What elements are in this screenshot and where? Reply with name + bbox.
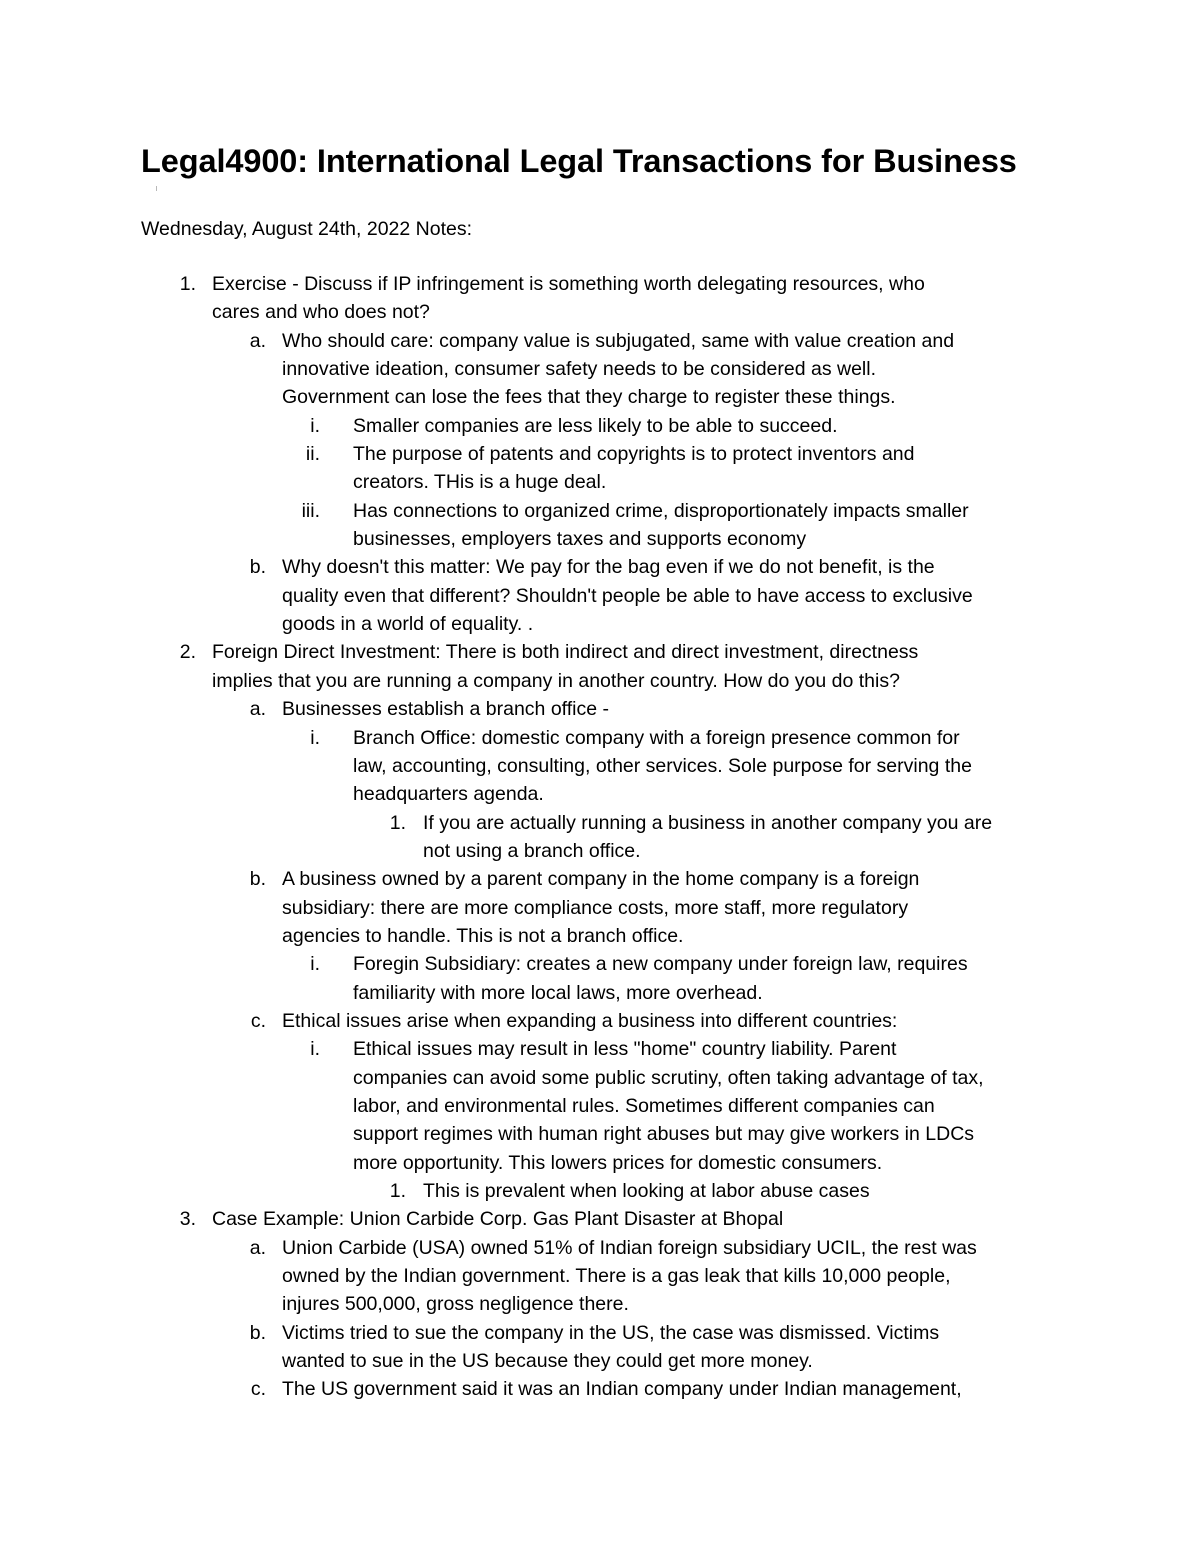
text-line: not using a branch office. xyxy=(423,839,641,862)
text-line: labor, and environmental rules. Sometimes different companies can xyxy=(353,1094,935,1117)
text-line: If you are actually running a business in another company you are xyxy=(423,811,993,834)
text-line: goods in a world of equality. . xyxy=(282,613,534,636)
text-line: Union Carbide (USA) owned 51% of Indian foreign subsidiary UCIL, the rest was xyxy=(282,1236,977,1259)
list-marker: a. xyxy=(249,1236,266,1259)
text-line: Smaller companies are less likely to be able to succeed. xyxy=(353,414,838,437)
list-item-text xyxy=(423,809,1063,866)
list-marker: 1. xyxy=(389,811,406,834)
list-item-text xyxy=(282,327,1042,412)
list-marker: 1. xyxy=(179,273,196,295)
cursor-mark xyxy=(156,186,157,191)
date-heading: Wednesday, August 24th, 2022 Notes: xyxy=(141,218,473,240)
list-marker: iii. xyxy=(301,499,320,522)
text-line: Has connections to organized crime, disproportionately impacts smaller xyxy=(353,499,969,522)
list-item-text xyxy=(353,412,1053,440)
list-marker: ii. xyxy=(305,443,320,466)
list-item xyxy=(0,327,1200,412)
list-item xyxy=(0,1375,1200,1403)
text-line: cares and who does not? xyxy=(212,301,430,324)
text-line: more opportunity. This lowers prices for domestic consumers. xyxy=(353,1151,883,1174)
list-marker: b. xyxy=(249,556,266,579)
list-item xyxy=(0,1035,1200,1177)
list-marker: 3. xyxy=(179,1208,196,1231)
text-line: companies can avoid some public scrutiny, often taking advantage of tax, xyxy=(353,1066,984,1089)
list-item-text xyxy=(353,724,1053,809)
text-line: The purpose of patents and copyrights is to protect inventors and xyxy=(353,443,915,466)
text-line: headquarters agenda. xyxy=(353,783,544,806)
text-line: Branch Office: domestic company with a foreign presence common for xyxy=(353,726,960,749)
list-item-text xyxy=(282,1234,1042,1319)
list-item xyxy=(0,497,1200,554)
list-marker: b. xyxy=(249,868,266,891)
text-line: injures 500,000, gross negligence there. xyxy=(282,1293,629,1316)
list-marker: a. xyxy=(249,698,266,721)
list-item xyxy=(0,638,1200,695)
list-item-text xyxy=(282,1007,1042,1035)
list-marker: 2. xyxy=(179,641,196,664)
list-item xyxy=(0,809,1200,866)
text-line: This is prevalent when looking at labor abuse cases xyxy=(423,1180,870,1202)
list-item-text xyxy=(282,1319,1042,1376)
text-line: Victims tried to sue the company in the US, the case was dismissed. Victims xyxy=(282,1321,940,1344)
text-line: innovative ideation, consumer safety needs to be considered as well. xyxy=(282,358,877,381)
document-title: Legal4900: International Legal Transactions for Business xyxy=(141,143,1017,179)
list-item-text xyxy=(282,695,1042,723)
list-item xyxy=(0,1319,1200,1376)
text-line: subsidiary: there are more compliance costs, more staff, more regulatory xyxy=(282,896,909,919)
text-line: quality even that different? Shouldn't people be able to have access to exclusive xyxy=(282,584,973,607)
list-item xyxy=(0,724,1200,809)
list-item-text xyxy=(212,1205,1042,1233)
list-marker: i. xyxy=(310,726,320,749)
list-item xyxy=(0,1177,1200,1205)
text-line: Why doesn't this matter: We pay for the bag even if we do not benefit, is the xyxy=(282,556,935,579)
text-line: owned by the Indian government. There is a gas leak that kills 10,000 people, xyxy=(282,1265,951,1288)
list-item-text xyxy=(282,553,1042,638)
list-item-text xyxy=(423,1177,1063,1205)
list-item xyxy=(0,412,1200,440)
list-marker: i. xyxy=(310,953,320,976)
text-line: support regimes with human right abuses but may give workers in LDCs xyxy=(353,1123,975,1146)
list-marker: i. xyxy=(310,1038,320,1061)
list-marker: b. xyxy=(249,1321,266,1344)
text-line: Government can lose the fees that they charge to register these things. xyxy=(282,386,896,409)
list-item-text xyxy=(353,1035,1053,1177)
list-item xyxy=(0,553,1200,638)
list-item-text xyxy=(353,440,1053,497)
list-item xyxy=(0,695,1200,723)
text-line: law, accounting, consulting, other services. Sole purpose for serving the xyxy=(353,754,972,777)
text-line: creators. THis is a huge deal. xyxy=(353,471,607,494)
text-line: Foreign Direct Investment: There is both indirect and direct investment, directness xyxy=(212,641,919,664)
text-line: Businesses establish a branch office - xyxy=(282,698,609,721)
list-item xyxy=(0,270,1200,327)
notes-outline xyxy=(0,270,1200,1404)
text-line: agencies to handle. This is not a branch office. xyxy=(282,924,684,947)
list-item xyxy=(0,950,1200,1007)
list-item-text xyxy=(353,950,1053,1007)
text-line: implies that you are running a company in another country. How do you do this? xyxy=(212,669,900,692)
list-item-text xyxy=(353,497,1053,554)
list-item-text xyxy=(282,1375,1042,1403)
list-marker: 1. xyxy=(389,1180,406,1202)
list-item-text xyxy=(282,865,1042,950)
list-item xyxy=(0,1234,1200,1319)
text-line: A business owned by a parent company in the home company is a foreign xyxy=(282,868,920,891)
text-line: Ethical issues may result in less "home" country liability. Parent xyxy=(353,1038,897,1061)
list-item xyxy=(0,1205,1200,1233)
list-item xyxy=(0,440,1200,497)
text-line: Foregin Subsidiary: creates a new company under foreign law, requires xyxy=(353,953,968,976)
list-item-text xyxy=(212,270,1042,327)
text-line: Exercise - Discuss if IP infringement is something worth delegating resources, who xyxy=(212,273,925,295)
list-marker: i. xyxy=(310,414,320,437)
text-line: Case Example: Union Carbide Corp. Gas Plant Disaster at Bhopal xyxy=(212,1208,784,1231)
list-item-text xyxy=(212,638,1042,695)
text-line: Ethical issues arise when expanding a business into different countries: xyxy=(282,1009,898,1032)
text-line: Who should care: company value is subjugated, same with value creation and xyxy=(282,329,955,352)
list-marker: c. xyxy=(250,1009,266,1032)
list-item xyxy=(0,1007,1200,1035)
list-marker: a. xyxy=(249,329,266,352)
text-line: familiarity with more local laws, more overhead. xyxy=(353,981,763,1004)
list-marker: c. xyxy=(250,1378,266,1401)
text-line: businesses, employers taxes and supports economy xyxy=(353,528,807,551)
list-item xyxy=(0,865,1200,950)
text-line: wanted to sue in the US because they could get more money. xyxy=(282,1350,813,1373)
text-line: The US government said it was an Indian company under Indian management, xyxy=(282,1378,962,1401)
